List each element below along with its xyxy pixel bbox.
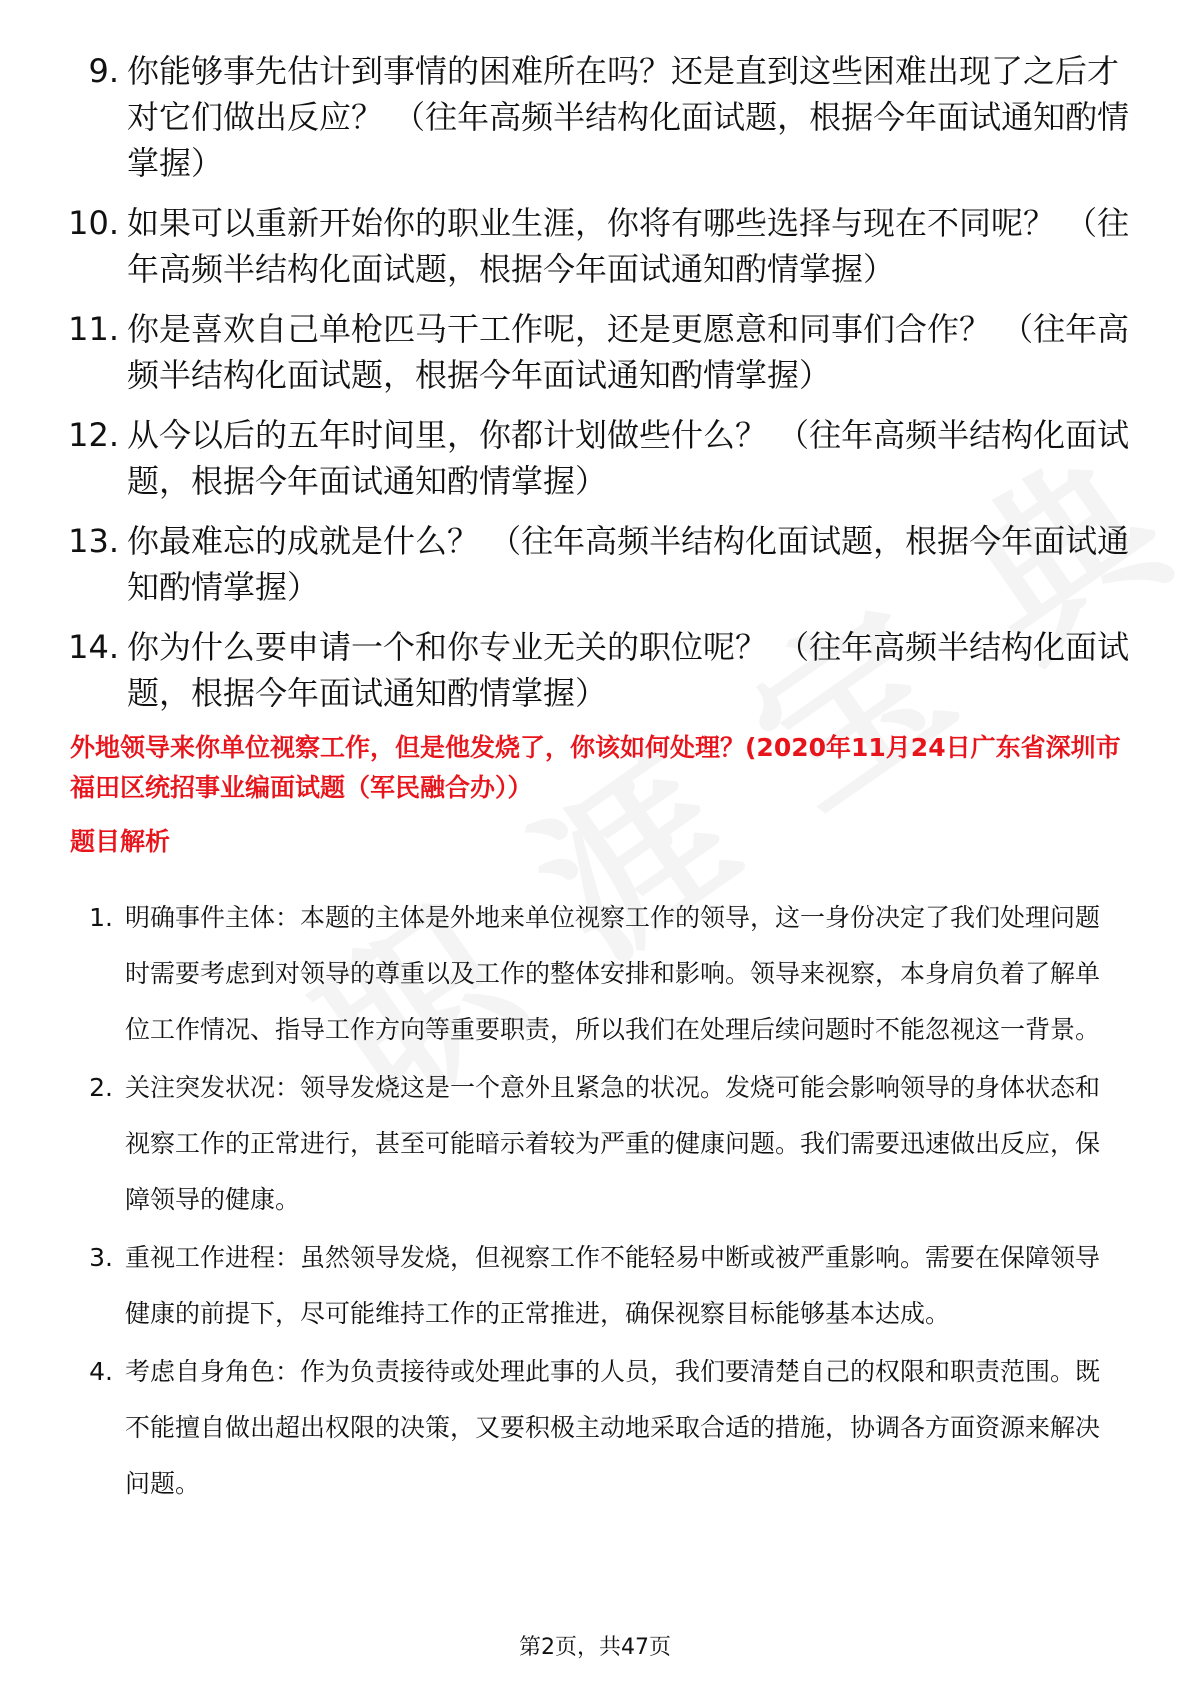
item-text: 你能够事先估计到事情的困难所在吗？还是直到这些困难出现了之后才对它们做出反应？ （往年高频半结构化面试题，根据今年面试通知酌情掌握） — [127, 52, 1130, 182]
item-text: 考虑自身角色：作为负责接待或处理此事的人员，我们要清楚自己的权限和职责范围。既不能擅自做出超出权限的决策，又要积极主动地采取合适的措施，协调各方面资源来解决问题。 — [125, 1357, 1101, 1498]
list-item — [55, 48, 1130, 186]
list-item — [55, 518, 1130, 610]
item-number: 13. — [68, 522, 119, 560]
item-number: 2. — [89, 1073, 113, 1102]
list-item — [55, 200, 1130, 292]
item-text: 明确事件主体：本题的主体是外地来单位视察工作的领导，这一身份决定了我们处理问题时需要考虑到对领导的尊重以及工作的整体安排和影响。领导来视察，本身肩负着了解单位工作情况、指导工作方向等重要职责，所以我们在处理后续问题时不能忽视这一背景。 — [125, 903, 1101, 1044]
item-text: 重视工作进程：虽然领导发烧，但视察工作不能轻易中断或被严重影响。需要在保障领导健康的前提下，尽可能维持工作的正常推进，确保视察目标能够基本达成。 — [125, 1243, 1101, 1328]
question-list — [55, 48, 1130, 730]
item-text: 你最难忘的成就是什么？ （往年高频半结构化面试题，根据今年面试通知酌情掌握） — [127, 522, 1130, 606]
list-item — [55, 624, 1130, 716]
item-text: 你是喜欢自己单枪匹马干工作呢，还是更愿意和同事们合作？ （往年高频半结构化面试题，根据今年面试通知酌情掌握） — [127, 310, 1130, 394]
item-number: 11. — [68, 310, 119, 348]
item-number: 12. — [68, 416, 119, 454]
item-number: 14. — [68, 628, 119, 666]
page-footer: 第2页，共47页 — [519, 1635, 671, 1660]
section-title: 外地领导来你单位视察工作，但是他发烧了，你该如何处理？(2020年11月24日广东省深圳市福田区统招事业编面试题（军民融合办）） — [70, 733, 1121, 802]
list-item — [75, 1230, 1120, 1342]
list-item — [75, 1344, 1120, 1512]
item-number: 3. — [89, 1243, 113, 1272]
item-text: 关注突发状况：领导发烧这是一个意外且紧急的状况。发烧可能会影响领导的身体状态和视察工作的正常进行，甚至可能暗示着较为严重的健康问题。我们需要迅速做出反应，保障领导的健康。 — [125, 1073, 1101, 1214]
item-text: 从今以后的五年时间里，你都计划做些什么？ （往年高频半结构化面试题，根据今年面试通知酌情掌握） — [127, 416, 1130, 500]
analysis-heading: 题目解析 — [70, 827, 171, 856]
list-item — [75, 1060, 1120, 1228]
item-number: 10. — [68, 204, 119, 242]
list-item — [55, 412, 1130, 504]
item-number: 9. — [88, 52, 119, 90]
item-number: 1. — [89, 903, 113, 932]
list-item — [55, 306, 1130, 398]
item-text: 你为什么要申请一个和你专业无关的职位呢？ （往年高频半结构化面试题，根据今年面试通知酌情掌握） — [127, 628, 1130, 712]
analysis-list — [75, 890, 1120, 1514]
list-item — [75, 890, 1120, 1058]
item-text: 如果可以重新开始你的职业生涯，你将有哪些选择与现在不同呢？ （往年高频半结构化面试题，根据今年面试通知酌情掌握） — [127, 204, 1130, 288]
item-number: 4. — [89, 1357, 113, 1386]
